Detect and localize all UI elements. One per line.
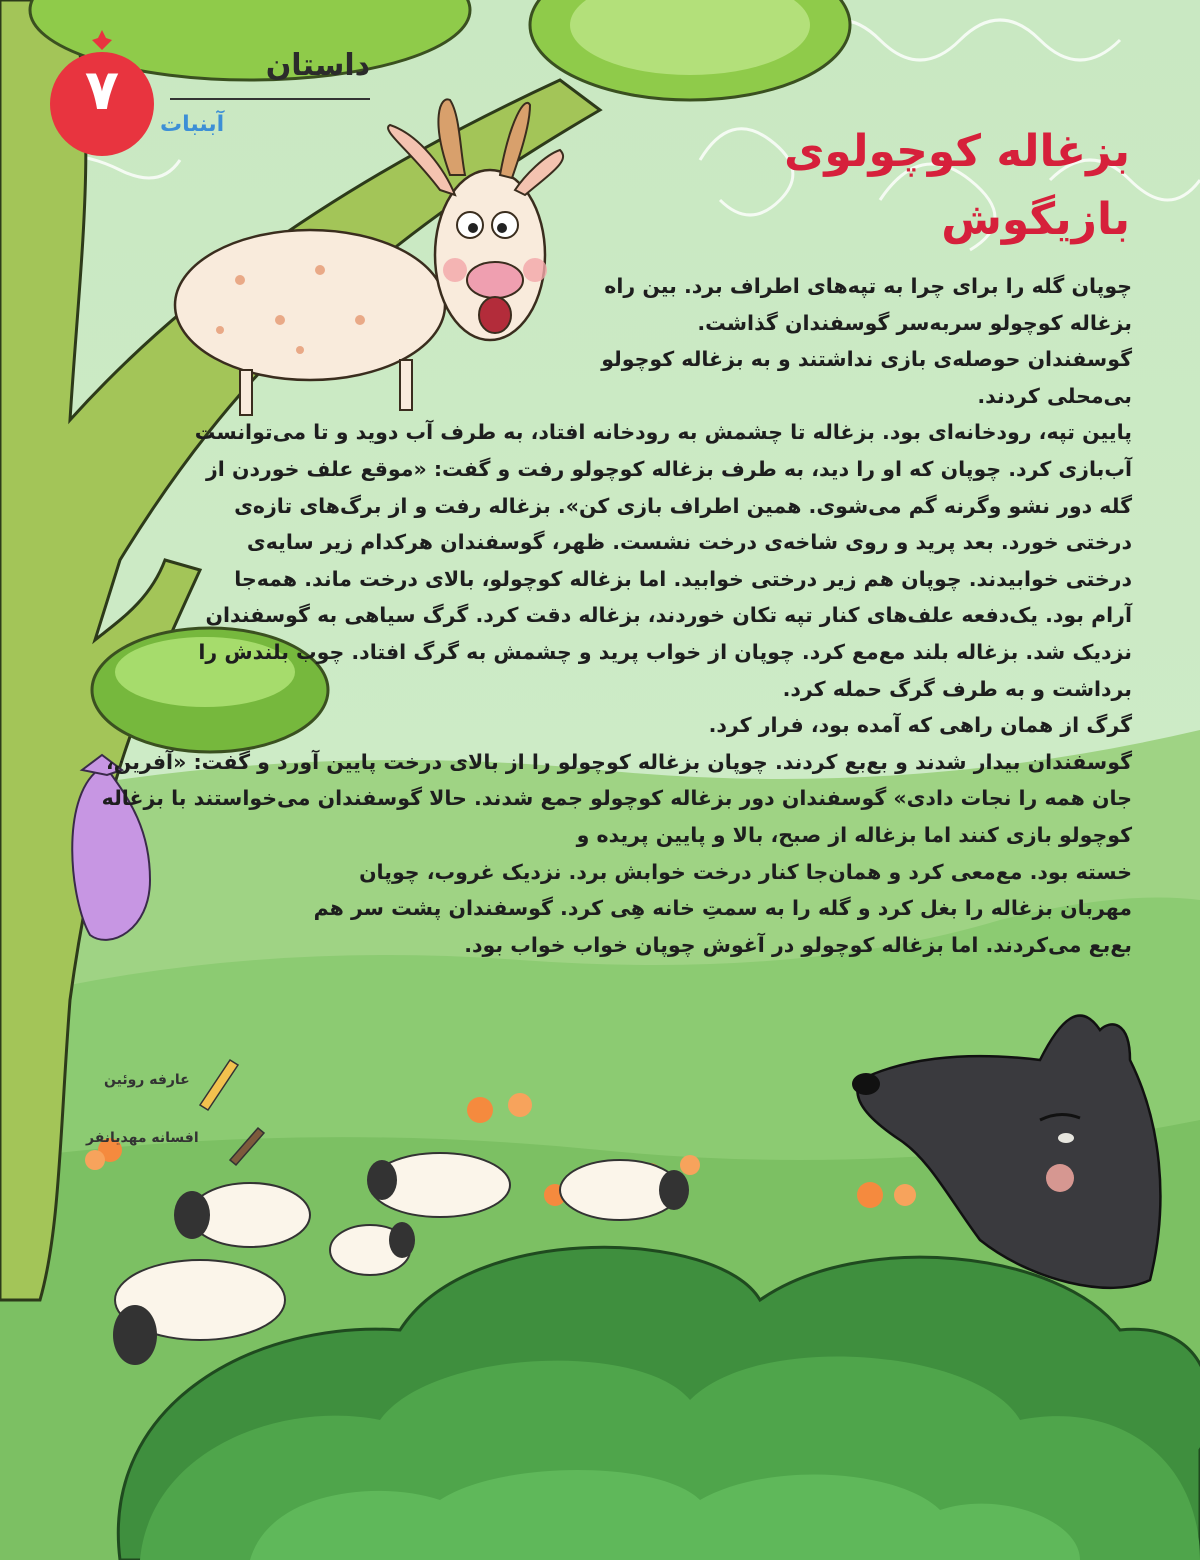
- section-header: [170, 48, 370, 98]
- section-divider: [170, 98, 370, 100]
- paragraph-6: خسته بود. مع‌معی کرد و همان‌جا کنار درخت خوابش برد. نزدیک غروب، چوپان مهربان بزغاله را بغل کرد و گله را به سمتِ خانه هِی کرد. گوسفندان پشت سر هم بع‌بع می‌کردند. اما بزغاله کوچولو در آغوش چوپان خواب خواب بود.: [313, 859, 1132, 957]
- paragraph-3: پایین تپه، رودخانه‌ای بود. بزغاله تا چشمش به رودخانه افتاد، به طرف آب دوید و تا می‌توانست آب‌بازی کرد. چوپان که او را دید، به طرف بزغاله کوچولو رفت و گفت: «موقع علف خوردن از گله دور نشو وگرنه گم می‌شوی. همین اطراف بازی کن». بزغاله رفت و از برگ‌های تازه‌ی درختی خورد. بعد پرید و روی شاخه‌ی درخت نشست. ظهر، گوسفندان هرکدام زیر سایه‌ی درختی خوابیدند. چوپان هم زیر درختی خوابید. اما بزغاله کوچولو، بالای درخت ماند. همه‌جا آرام بود. یک‌دفعه علف‌های کنار تپه تکان خوردند، بزغاله دقت کرد. گرگ سیاهی به گوسفندان نزدیک شد. بزغاله بلند مع‌مع کرد. چوپان از خواب پرید و چشمش به گرگ افتاد. چوب بلندش را برداشت و به طرف گرگ حمله کرد.: [194, 420, 1132, 701]
- story-body: [101, 268, 1132, 963]
- paragraph-5: گوسفندان بیدار شدند و بع‌بع کردند. چوپان بزغاله کوچولو را از بالای درخت پایین آورد و گفت: «آفرین، جان همه را نجات دادی» گوسفندان دور بزغاله کوچولو جمع شدند. حالا گوسفندان می‌خواستند با بزغاله کوچولو بازی کنند اما بزغاله از صبح، بالا و پایین پریده و: [101, 749, 1132, 847]
- page-number: ۷: [84, 58, 120, 123]
- illustrator-credit: افسانه مهدیانفر: [86, 1130, 199, 1146]
- sheep-1: [174, 1183, 310, 1247]
- paragraph-2: گوسفندان حوصله‌ی بازی نداشتند و به بزغاله کوچولو بی‌محلی کردند.: [601, 347, 1132, 408]
- title-line-2: بازیگوش: [941, 194, 1130, 245]
- sheep-3: [367, 1153, 510, 1217]
- brand-logo: آبنبات: [160, 112, 225, 137]
- title-line-1: بزغاله کوچولوی: [784, 126, 1130, 177]
- paragraph-4: گرگ از همان راهی که آمده بود، فرار کرد.: [708, 713, 1132, 738]
- story-title: [610, 118, 1130, 254]
- author-credit: عارفه روئین: [104, 1072, 190, 1088]
- paragraph-1: چوپان گله را برای چرا به تپه‌های اطراف برد. بین راه بزغاله کوچولو سربه‌سر گوسفندان گذاشت.: [604, 274, 1132, 335]
- section-label: داستان: [265, 48, 370, 83]
